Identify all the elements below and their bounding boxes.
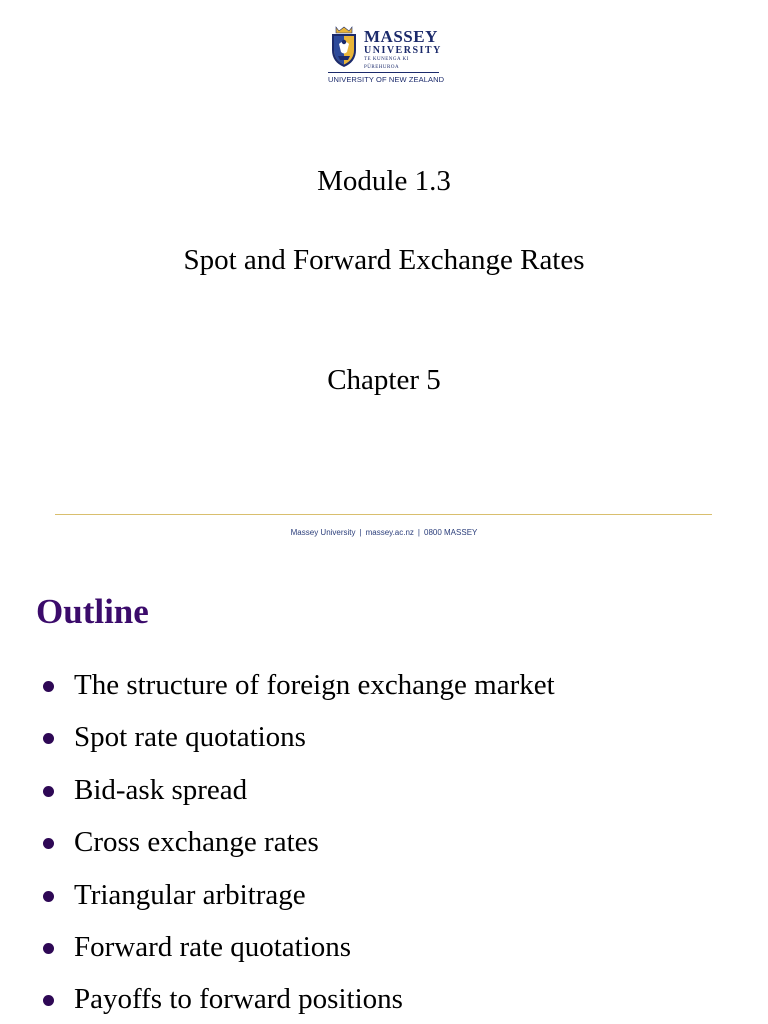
bullet-icon <box>43 786 54 797</box>
footer <box>0 528 768 537</box>
module-number: Module 1.3 <box>317 165 451 197</box>
list-item <box>0 873 768 925</box>
logo-name-line2: UNIVERSITY <box>364 45 442 56</box>
footer-university-name: Massey University <box>290 528 356 537</box>
bullet-icon <box>43 838 54 849</box>
list-item-text: Spot rate quotations <box>74 721 306 754</box>
slide-title: Spot and Forward Exchange Rates <box>183 244 585 276</box>
footer-separator: | <box>359 528 362 537</box>
chapter-label: Chapter 5 <box>327 364 441 396</box>
list-item-text: Bid-ask spread <box>74 773 248 806</box>
bullet-icon <box>43 733 54 744</box>
footer-phone: 0800 MASSEY <box>424 528 478 537</box>
bullet-icon <box>43 681 54 692</box>
bullet-icon <box>43 891 54 902</box>
logo-wordmark <box>364 28 442 72</box>
list-item <box>0 925 768 977</box>
list-item <box>0 820 768 872</box>
list-item <box>0 663 768 715</box>
bullet-icon <box>43 943 54 954</box>
crest-icon <box>328 26 360 68</box>
logo-divider <box>328 72 439 73</box>
logo-motto: TE KUNENGA KI PŪREHUROA <box>364 57 409 70</box>
bullet-icon <box>43 995 54 1006</box>
logo-name-line1: MASSEY <box>364 27 438 46</box>
list-item-text: The structure of foreign exchange market <box>74 669 555 701</box>
list-item-text: Triangular arbitrage <box>74 878 306 911</box>
footer-divider <box>55 514 712 515</box>
footer-website: massey.ac.nz <box>365 528 414 537</box>
footer-separator: | <box>417 528 420 537</box>
logo-country: UNIVERSITY OF NEW ZEALAND <box>328 75 445 84</box>
list-item-text: Payoffs to forward positions <box>74 983 403 1016</box>
list-item <box>0 768 768 820</box>
massey-university-logo <box>328 26 445 88</box>
list-item <box>0 715 768 767</box>
list-item <box>0 977 768 1024</box>
outline-heading: Outline <box>36 592 149 631</box>
list-item-text: Cross exchange rates <box>74 826 319 859</box>
list-item-text: Forward rate quotations <box>74 930 352 963</box>
outline-list <box>0 663 768 1024</box>
